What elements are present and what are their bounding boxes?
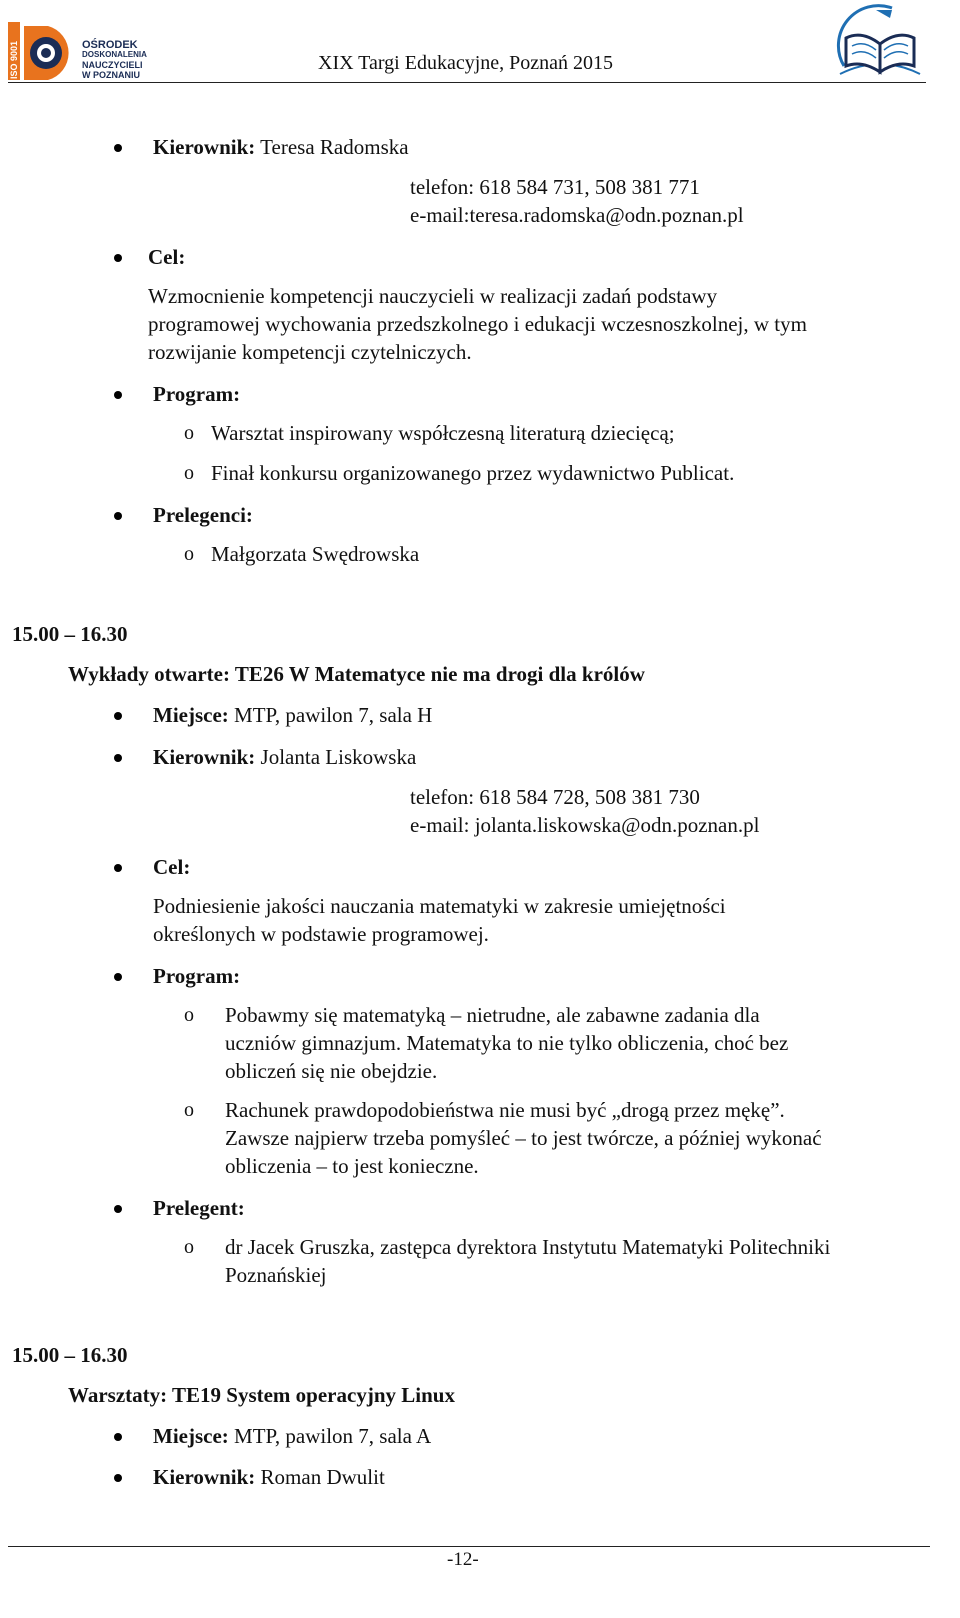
iso-label: ISO 9001	[9, 40, 19, 79]
kierownik-name: Teresa Radomska	[260, 135, 409, 159]
bullet	[114, 254, 122, 262]
program-item-2-line-2: Zawsze najpierw trzeba pomyśleć – to jest twórcze, a później wykonać	[225, 1126, 822, 1150]
session-time-2: 15.00 – 16.30	[12, 622, 128, 646]
cel-text-line-3: rozwijanie kompetencji czytelniczych.	[148, 340, 472, 364]
session-time-3: 15.00 – 16.30	[12, 1343, 128, 1367]
kierownik-name: Roman Dwulit	[260, 1465, 385, 1489]
miejsce-row-2	[153, 703, 432, 728]
prelegent-item-1: Małgorzata Swędrowska	[211, 542, 420, 566]
miejsce-label: Miejsce:	[153, 1424, 229, 1448]
program-item-2-line-1: Rachunek prawdopodobieństwa nie musi być „drogą przez mękę”.	[225, 1098, 785, 1122]
prelegenci-label: Prelegenci:	[153, 503, 253, 527]
kierownik-name: Jolanta Liskowska	[260, 745, 417, 769]
logo-line-1: OŚRODEK	[82, 39, 138, 51]
bullet	[114, 144, 122, 152]
session-title-2: Wykłady otwarte: TE26 W Matematyce nie ma drogi dla królów	[68, 662, 645, 686]
kierownik-label: Kierownik:	[153, 135, 256, 159]
list-marker: o	[184, 422, 194, 444]
header-title: XIX Targi Edukacyjne, Poznań 2015	[318, 52, 614, 74]
kierownik-row-1	[153, 135, 409, 160]
program-item-1-line-1: Pobawmy się matematyką – nietrudne, ale zabawne zadania dla	[225, 1003, 760, 1027]
program-item-1-line-3: obliczeń się nie obejdzie.	[225, 1059, 438, 1083]
list-marker: o	[184, 1236, 194, 1258]
program-label-2: Program:	[153, 964, 241, 988]
program-item-1-line-2: uczniów gimnazjum. Matematyka to nie tylko obliczenia, choć bez	[225, 1031, 789, 1055]
prelegent-label: Prelegent:	[153, 1196, 245, 1220]
bullet	[114, 864, 122, 872]
kierownik-row-3	[153, 1465, 385, 1490]
header-rule	[8, 82, 926, 83]
open-book-icon	[834, 4, 926, 82]
prelegent-item-line-1: dr Jacek Gruszka, zastępca dyrektora Instytutu Matematyki Politechniki	[225, 1235, 831, 1259]
page-number: -12-	[447, 1549, 479, 1570]
program-item-2: Finał konkursu organizowanego przez wydawnictwo Publicat.	[211, 461, 735, 485]
bullet	[114, 1433, 122, 1441]
miejsce-value: MTP, pawilon 7, sala A	[234, 1424, 432, 1448]
logo-line-2: DOSKONALENIA	[82, 50, 147, 59]
logo-line-3: NAUCZYCIELI	[82, 60, 143, 70]
program-item-1: Warsztat inspirowany współczesną literaturą dziecięcą;	[211, 421, 675, 445]
miejsce-label: Miejsce:	[153, 703, 229, 727]
telefon-1: telefon: 618 584 731, 508 381 771	[410, 175, 700, 199]
bullet	[114, 712, 122, 720]
logo-line-4: W POZNANIU	[82, 70, 140, 80]
miejsce-row-3	[153, 1424, 431, 1449]
session-title-3: Warsztaty: TE19 System operacyjny Linux	[68, 1383, 455, 1407]
footer-rule	[8, 1546, 930, 1547]
list-marker: o	[184, 462, 194, 484]
bullet	[114, 754, 122, 762]
list-marker: o	[184, 1099, 194, 1121]
list-marker: o	[184, 543, 194, 565]
cel-text-line-2: określonych w podstawie programowej.	[153, 922, 489, 946]
cel-text-line-2: programowej wychowania przedszkolnego i edukacji wczesnoszkolnej, w tym	[148, 312, 807, 336]
email-1: e-mail:teresa.radomska@odn.poznan.pl	[410, 203, 744, 227]
bullet	[114, 973, 122, 981]
kierownik-label: Kierownik:	[153, 745, 256, 769]
kierownik-label: Kierownik:	[153, 1465, 256, 1489]
cel-text-line-1: Podniesienie jakości nauczania matematyki w zakresie umiejętności	[153, 894, 726, 918]
cel-label-2: Cel:	[153, 855, 191, 879]
cel-text-line-1: Wzmocnienie kompetencji nauczycieli w realizacji zadań podstawy	[148, 284, 718, 308]
list-marker: o	[184, 1004, 194, 1026]
kierownik-row-2	[153, 745, 416, 770]
program-label-1: Program:	[153, 382, 241, 406]
bullet	[114, 1205, 122, 1213]
cel-label-1: Cel:	[148, 245, 186, 269]
bullet	[114, 1474, 122, 1482]
prelegent-item-line-2: Poznańskiej	[225, 1263, 327, 1287]
email-2: e-mail: jolanta.liskowska@odn.poznan.pl	[410, 813, 760, 837]
program-item-2-line-3: obliczenia – to jest konieczne.	[225, 1154, 479, 1178]
telefon-2: telefon: 618 584 728, 508 381 730	[410, 785, 700, 809]
bullet	[114, 391, 122, 399]
miejsce-value: MTP, pawilon 7, sala H	[234, 703, 433, 727]
odn-logo	[8, 22, 158, 82]
bullet	[114, 512, 122, 520]
